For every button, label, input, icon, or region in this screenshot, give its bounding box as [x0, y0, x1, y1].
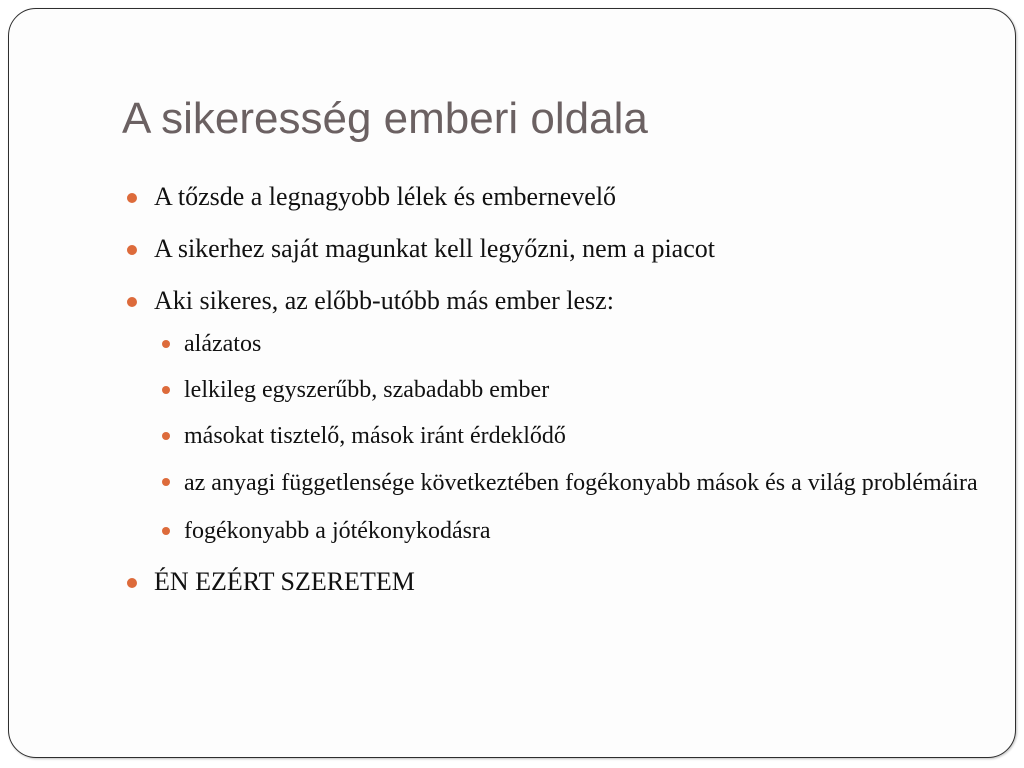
- sub-bullet-text: lelkileg egyszerűbb, szabadabb ember: [184, 377, 550, 403]
- sub-bullet-dot-icon: [162, 432, 170, 440]
- sub-bullet-list: [124, 327, 984, 548]
- bullet-dot-icon: [127, 578, 137, 588]
- sub-bullet-item: [124, 419, 984, 453]
- slide-content: [124, 179, 984, 616]
- bullet-dot-icon: [127, 297, 137, 307]
- sub-bullet-text: az anyagi függetlensége következtében fogékonyabb mások és a világ problémáira: [184, 470, 978, 496]
- sub-bullet-text: alázatos: [184, 331, 262, 357]
- bullet-text: A tőzsde a legnagyobb lélek és embernevelő: [154, 182, 617, 211]
- bullet-dot-icon: [127, 193, 137, 203]
- bullet-item: [124, 231, 984, 267]
- sub-bullet-dot-icon: [162, 386, 170, 394]
- bullet-text: Aki sikeres, az előbb-utóbb más ember lesz:: [154, 286, 614, 315]
- sub-bullet-dot-icon: [162, 527, 170, 535]
- slide: [8, 8, 1016, 758]
- sub-bullet-dot-icon: [162, 340, 170, 348]
- sub-bullet-item: [124, 373, 984, 407]
- sub-bullet-text: másokat tisztelő, mások iránt érdeklődő: [184, 423, 566, 449]
- bullet-item: [124, 179, 984, 215]
- bullet-item: [124, 283, 984, 319]
- sub-bullet-item: [124, 514, 984, 548]
- sub-bullet-item: [124, 327, 984, 361]
- sub-bullet-item: [124, 465, 984, 502]
- bullet-text: ÉN EZÉRT SZERETEM: [154, 567, 415, 596]
- bullet-text: A sikerhez saját magunkat kell legyőzni, nem a piacot: [154, 234, 715, 263]
- sub-bullet-dot-icon: [162, 478, 170, 486]
- bullet-item: [124, 564, 984, 600]
- sub-bullet-text: fogékonyabb a jótékonykodásra: [184, 518, 491, 544]
- slide-title: A sikeresség emberi oldala: [122, 94, 648, 143]
- bullet-dot-icon: [127, 245, 137, 255]
